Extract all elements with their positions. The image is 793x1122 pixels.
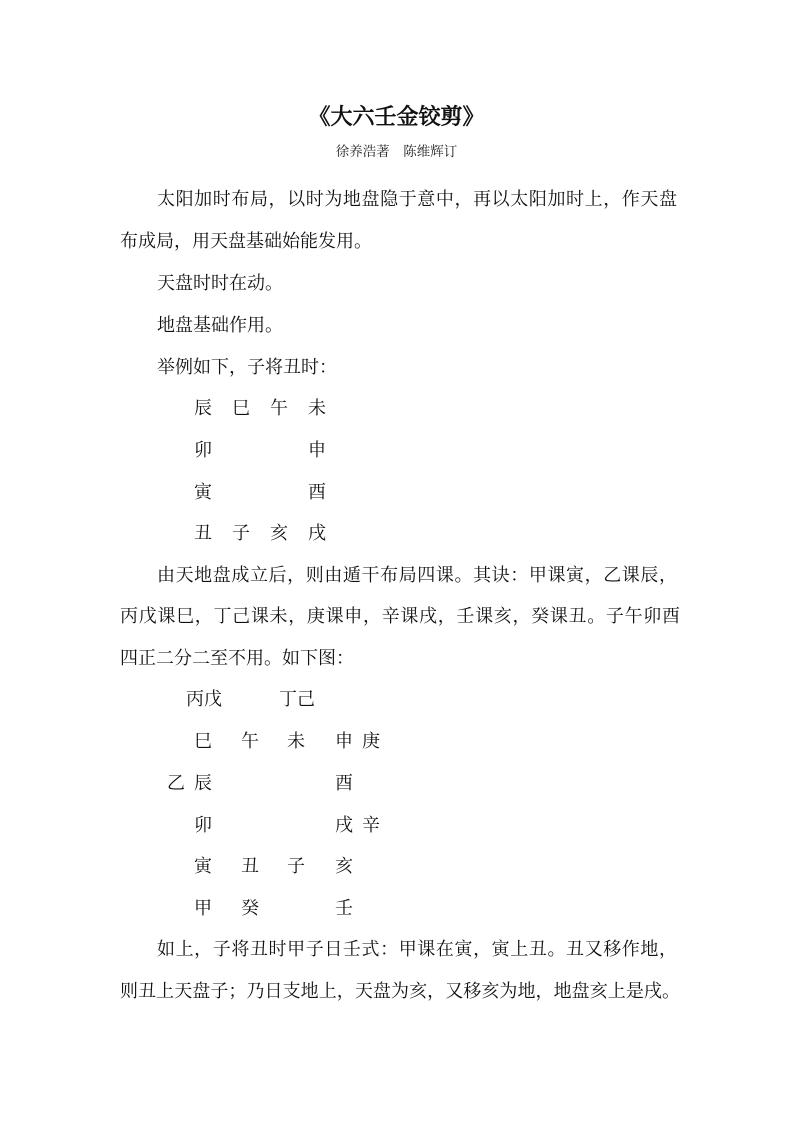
paragraph-1-line-1: 太阳加时布局，以时为地盘隐于意中，再以太阳加时上，作天盘 — [157, 189, 677, 210]
grid2-cell: 辰 — [194, 773, 212, 794]
grid2-cell: 丁己 — [279, 689, 315, 710]
grid2-cell: 申 — [335, 731, 353, 752]
paragraph-5-line-3: 四正二分二至不用。如下图： — [120, 648, 354, 669]
grid1-cell: 亥 — [270, 523, 288, 544]
grid2-cell: 壬 — [335, 898, 353, 919]
document-title: 《大六壬金铰剪》 — [308, 105, 485, 130]
grid2-cell: 巳 — [194, 731, 212, 752]
grid2-cell: 乙 — [167, 773, 185, 794]
grid2-cell: 癸 — [241, 898, 259, 919]
grid2-cell: 丙戊 — [186, 689, 222, 710]
grid2-cell: 午 — [241, 731, 259, 752]
author-line: 徐养浩著 陈维辉订 — [335, 144, 458, 160]
grid1-cell: 申 — [308, 440, 326, 461]
grid1-cell: 戌 — [308, 523, 326, 544]
grid1-cell: 寅 — [194, 482, 212, 503]
grid1-cell: 未 — [308, 398, 326, 419]
grid2-cell: 甲 — [194, 898, 212, 919]
paragraph-6-line-1: 如上，子将丑时甲子日壬式：甲课在寅，寅上丑。丑又移作地， — [157, 939, 677, 960]
grid1-cell: 子 — [232, 523, 250, 544]
grid2-cell: 丑 — [241, 856, 259, 877]
paragraph-3: 地盘基础作用。 — [157, 315, 283, 336]
grid2-cell: 戌 — [335, 815, 353, 836]
grid1-cell: 丑 — [194, 523, 212, 544]
paragraph-4: 举例如下，子将丑时： — [157, 357, 337, 378]
grid1-cell: 酉 — [308, 482, 326, 503]
grid2-cell: 卯 — [194, 815, 212, 836]
grid1-cell: 午 — [270, 398, 288, 419]
paragraph-5-line-2: 丙戊课巳，丁己课未，庚课申，辛课戌，壬课亥，癸课丑。子午卯酉 — [120, 606, 680, 627]
paragraph-2: 天盘时时在动。 — [157, 273, 283, 294]
paragraph-5-line-1: 由天地盘成立后，则由遁干布局四课。其诀：甲课寅，乙课辰， — [157, 565, 677, 586]
grid2-cell: 未 — [287, 731, 305, 752]
grid2-cell: 庚 — [362, 731, 380, 752]
paragraph-1-line-2: 布成局，用天盘基础始能发用。 — [120, 231, 372, 252]
grid2-cell: 亥 — [335, 856, 353, 877]
grid1-cell: 卯 — [194, 440, 212, 461]
grid2-cell: 寅 — [194, 856, 212, 877]
grid1-cell: 辰 — [194, 398, 212, 419]
grid2-cell: 酉 — [335, 773, 353, 794]
grid2-cell: 辛 — [362, 815, 380, 836]
paragraph-6-line-2: 则丑上天盘子；乃日支地上，天盘为亥，又移亥为地，地盘亥上是戌。 — [120, 981, 680, 1002]
grid2-cell: 子 — [287, 856, 305, 877]
grid1-cell: 巳 — [232, 398, 250, 419]
